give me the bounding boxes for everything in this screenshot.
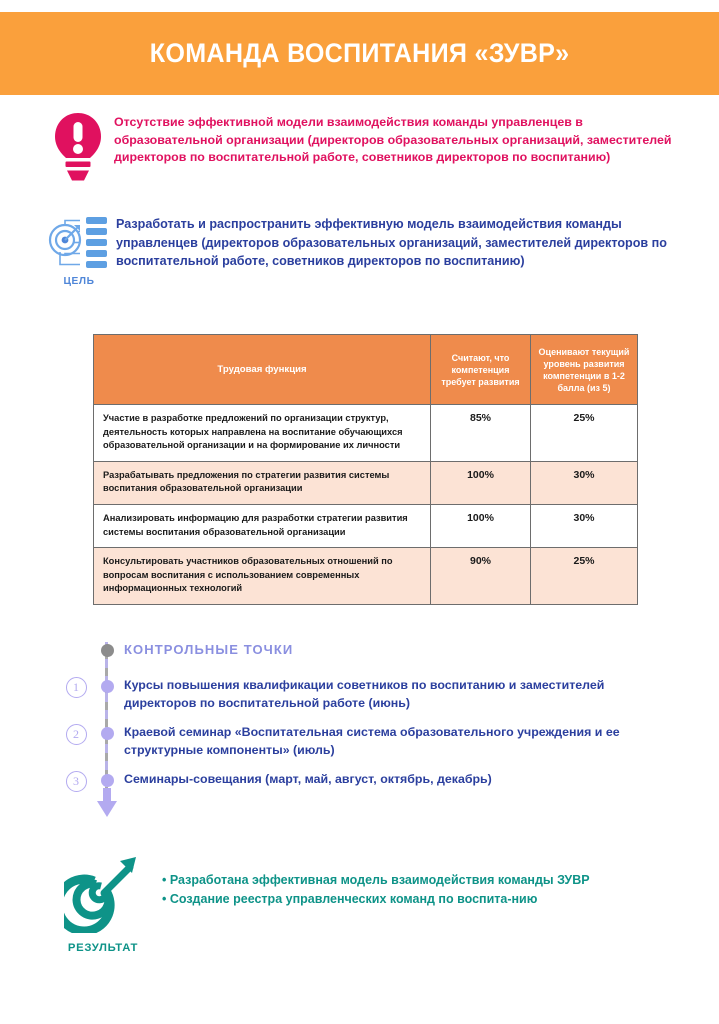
- goal-statement: Разработать и распространить эффективную модель взаимодействия команды управленцев (директоров образовательных организаций, заместителей директоров по воспитательной работе, советников директоров по воспитанию): [116, 217, 667, 269]
- table-row: [94, 405, 638, 462]
- timeline-item-label: Семинары-совещания (март, май, август, октябрь, декабрь): [124, 772, 492, 786]
- cell-function: Анализировать информацию для разработки стратегии развития системы воспитания образовательной организации: [94, 504, 431, 547]
- timeline-item: [58, 770, 658, 800]
- competency-table: [93, 334, 638, 605]
- page-title: КОМАНДА ВОСПИТАНИЯ «ЗУВР»: [149, 38, 570, 68]
- cell-low-level: 25%: [531, 405, 638, 462]
- table-header: [94, 335, 638, 405]
- table-row: [94, 504, 638, 547]
- table-body: [94, 405, 638, 605]
- result-section: [48, 855, 668, 954]
- timeline-number-badge: 1: [66, 677, 87, 698]
- cell-function: Участие в разработке предложений по организации структур, деятельность которых направлена на воспитание обучающихся образовательной организации и на формирование их личности: [94, 405, 431, 462]
- timeline-dot: [101, 680, 114, 693]
- result-bullet: • Создание реестра управленческих команд по воспита-нию: [162, 891, 538, 906]
- timeline-dot: [101, 774, 114, 787]
- column-header-needs-development: Считают, что компетенция требует развития: [431, 335, 531, 405]
- cell-needs-development: 100%: [431, 461, 531, 504]
- result-caption: РЕЗУЛЬТАТ: [67, 942, 139, 954]
- cell-function: Консультировать участников образовательных отношений по вопросам воспитания с использованием современных информационных технологий: [94, 548, 431, 605]
- timeline-number-badge: 3: [66, 771, 87, 792]
- timeline-dot-heading: [101, 644, 114, 657]
- result-bullets: [158, 855, 590, 908]
- cell-low-level: 30%: [531, 461, 638, 504]
- cell-low-level: 30%: [531, 504, 638, 547]
- timeline-heading-row: [58, 640, 658, 670]
- table-row: [94, 461, 638, 504]
- timeline-arrow-down-icon: [94, 788, 120, 818]
- cell-low-level: 25%: [531, 548, 638, 605]
- header-banner: [0, 12, 719, 95]
- result-bullet: • Разработана эффективная модель взаимодействия команды ЗУВР: [162, 873, 590, 887]
- goal-section: [46, 214, 696, 287]
- timeline-item: [58, 723, 658, 768]
- table-header-row: [94, 335, 638, 405]
- target-arrow-checklist-icon: [48, 214, 110, 275]
- cell-needs-development: 90%: [431, 548, 531, 605]
- table-row: [94, 548, 638, 605]
- column-header-low-level: Оценивают текущий уровень развития компетенции в 1-2 балла (из 5): [531, 335, 638, 405]
- timeline-item: [58, 676, 658, 721]
- checkpoints-heading: КОНТРОЛЬНЫЕ ТОЧКИ: [124, 642, 294, 657]
- problem-section: [46, 110, 686, 184]
- goal-caption: ЦЕЛЬ: [63, 276, 95, 287]
- cell-function: Разрабатывать предложения по стратегии развития системы воспитания образовательной организации: [94, 461, 431, 504]
- column-header-function: Трудовая функция: [94, 335, 431, 405]
- problem-statement: Отсутствие эффективной модели взаимодействия команды управленцев в образовательной организации (директоров образовательных организаций, заместителей директоров по воспитательной работе, советников директоров по воспитанию): [114, 115, 672, 165]
- timeline-number-badge: 2: [66, 724, 87, 745]
- timeline-item-label: Курсы повышения квалификации советников по воспитанию и заместителей директоров по воспитательной работе (июнь): [124, 678, 605, 710]
- checkpoints-timeline: [58, 640, 658, 800]
- cell-needs-development: 100%: [431, 504, 531, 547]
- cell-needs-development: 85%: [431, 405, 531, 462]
- timeline-dot: [101, 727, 114, 740]
- timeline-item-label: Краевой семинар «Воспитательная система образовательного учреждения и ее структурные компоненты» (июль): [124, 725, 620, 757]
- lightbulb-exclamation-icon: [46, 110, 110, 184]
- target-arrow-icon: [64, 855, 142, 938]
